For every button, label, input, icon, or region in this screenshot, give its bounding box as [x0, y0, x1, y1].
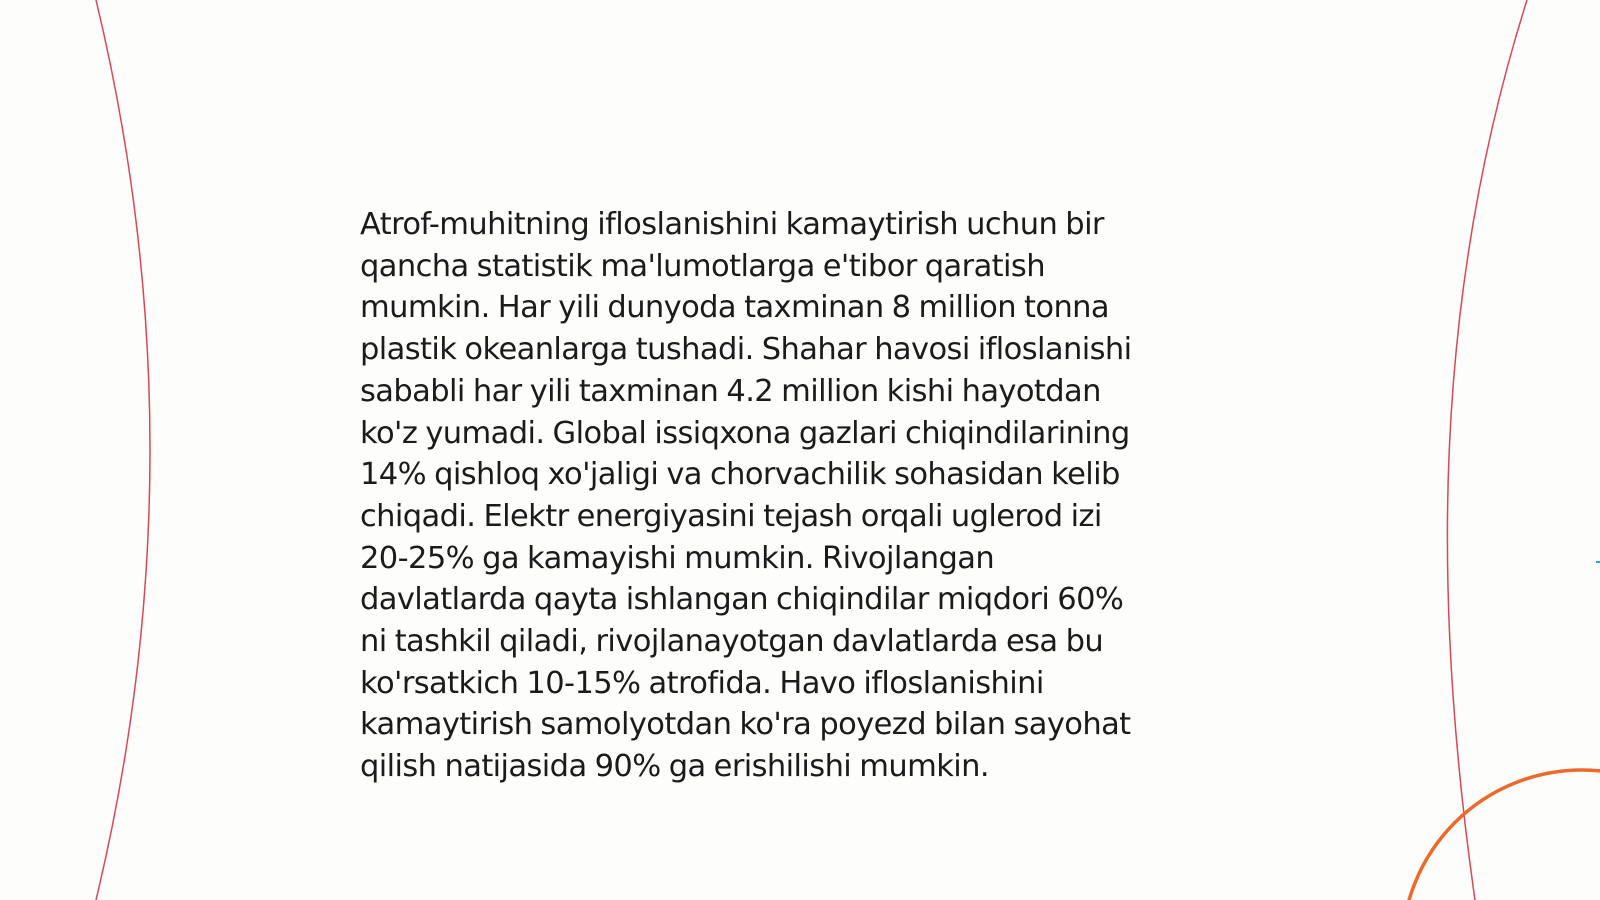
text-line: davlatlarda qayta ishlangan chiqindilar miqdori 60%	[360, 582, 1124, 618]
text-line: ko'z yumadi. Global issiqxona gazlari chiqindilarining	[360, 415, 1130, 451]
text-line: qilish natijasida 90% ga erishilishi mumkin.	[360, 749, 989, 785]
orange-circle-decoration	[1402, 770, 1600, 900]
text-line: qancha statistik ma'lumotlarga e'tibor qaratish	[360, 248, 1045, 284]
text-line: ni tashkil qiladi, rivojlanayotgan davlatlarda esa bu	[360, 624, 1104, 660]
text-line: chiqadi. Elektr energiyasini tejash orqali uglerod izi	[360, 498, 1102, 534]
text-line: kamaytirish samolyotdan ko'ra poyezd bilan sayohat	[360, 707, 1131, 743]
text-line: plastik okeanlarga tushadi. Shahar havosi ifloslanishi	[360, 332, 1132, 368]
text-line: mumkin. Har yili dunyoda taxminan 8 million tonna	[360, 290, 1110, 326]
right-arc-decoration	[1447, 0, 1527, 900]
text-line: 20-25% ga kamayishi mumkin. Rivojlangan	[360, 540, 995, 576]
text-line: Atrof-muhitning ifloslanishini kamaytirish uchun bir	[360, 207, 1104, 242]
body-paragraph	[360, 204, 1230, 788]
text-line: sababli har yili taxminan 4.2 million kishi hayotdan	[360, 373, 1101, 409]
text-line: 14% qishloq xo'jaligi va chorvachilik sohasidan kelib	[360, 457, 1120, 493]
left-arc-decoration	[96, 0, 150, 900]
text-line: ko'rsatkich 10-15% atrofida. Havo ifloslanishini	[360, 665, 1044, 701]
